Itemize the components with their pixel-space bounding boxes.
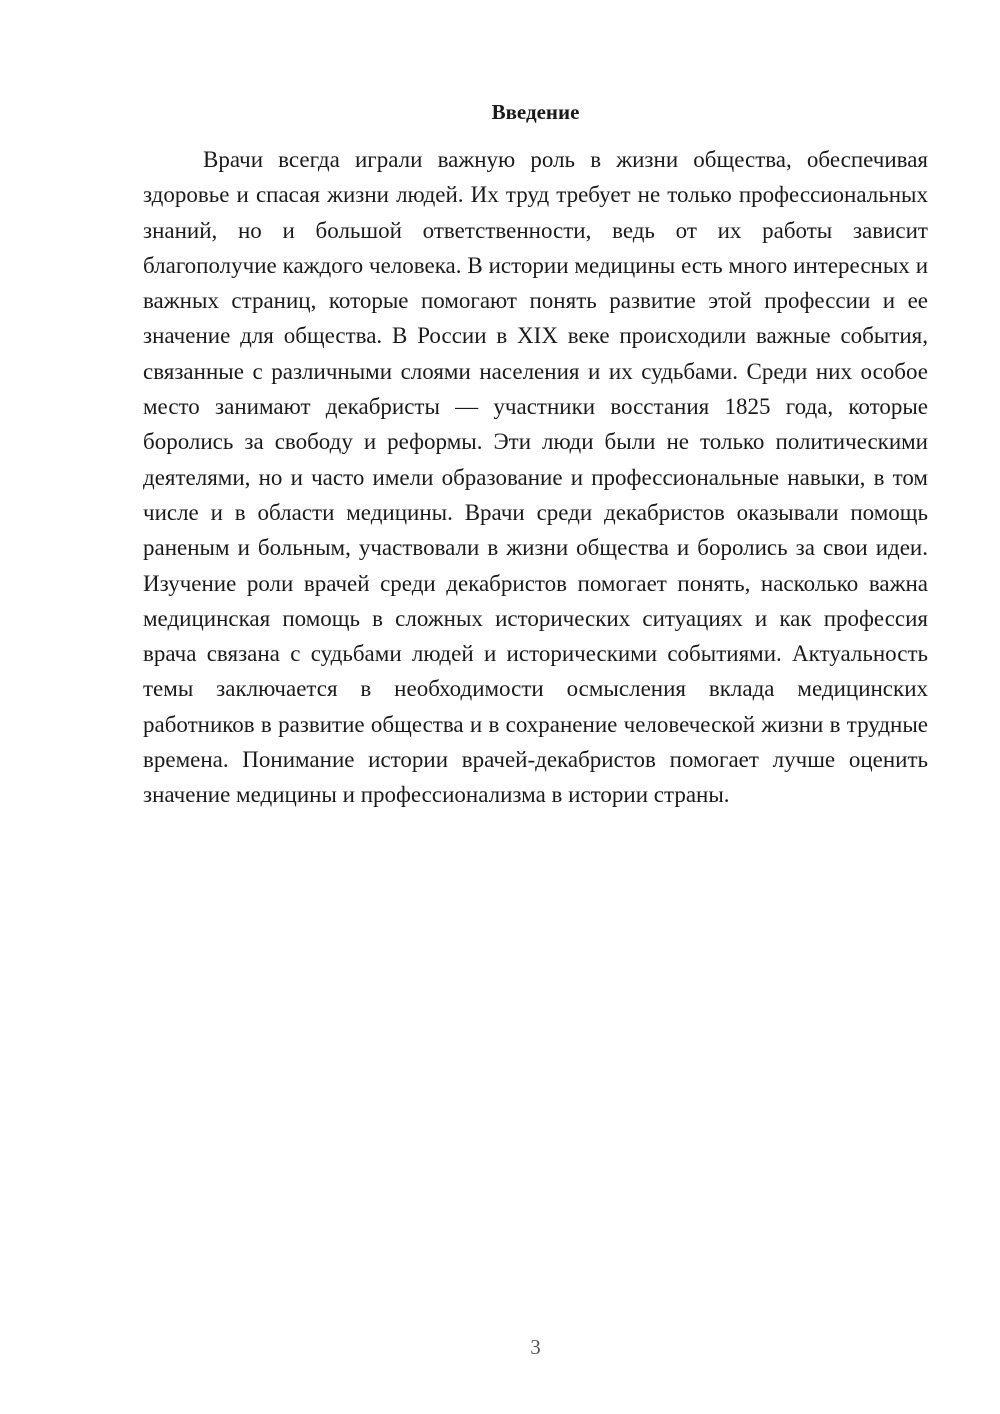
- section-title: Введение: [491, 100, 580, 124]
- page-number: 3: [530, 1335, 541, 1359]
- body-paragraph: Врачи всегда играли важную роль в жизни общества, обеспечивая здоровье и спасая жизни людей. Их труд требует не только профессиональных знаний, но и большой ответственности, ведь от их работы зависит благополучие каждого человека. В истории медицины есть много интересных и важных страниц, которые помогают понять развитие этой профессии и ее значение для общества. В России в XIX веке происходили важные события, связанные с различными слоями населения и их судьбами. Среди них особое место занимают декабристы — участники восстания 1825 года, которые боролись за свободу и реформы. Эти люди были не только политическими деятелями, но и часто имели образование и профессиональные навыки, в том числе и в области медицины. Врачи среди декабристов оказывали помощь раненым и больным, участвовали в жизни общества и боролись за свои идеи. Изучение роли врачей среди декабристов помогает понять, насколько важна медицинская помощь в сложных исторических ситуациях и как профессия врача связана с судьбами людей и историческими событиями. Актуальность темы заключается в необходимости осмысления вклада медицинских работников в развитие общества и в сохранение человеческой жизни в трудные времена. Понимание истории врачей-декабристов помогает лучше оценить значение медицины и профессионализма в истории страны.: [143, 147, 928, 808]
